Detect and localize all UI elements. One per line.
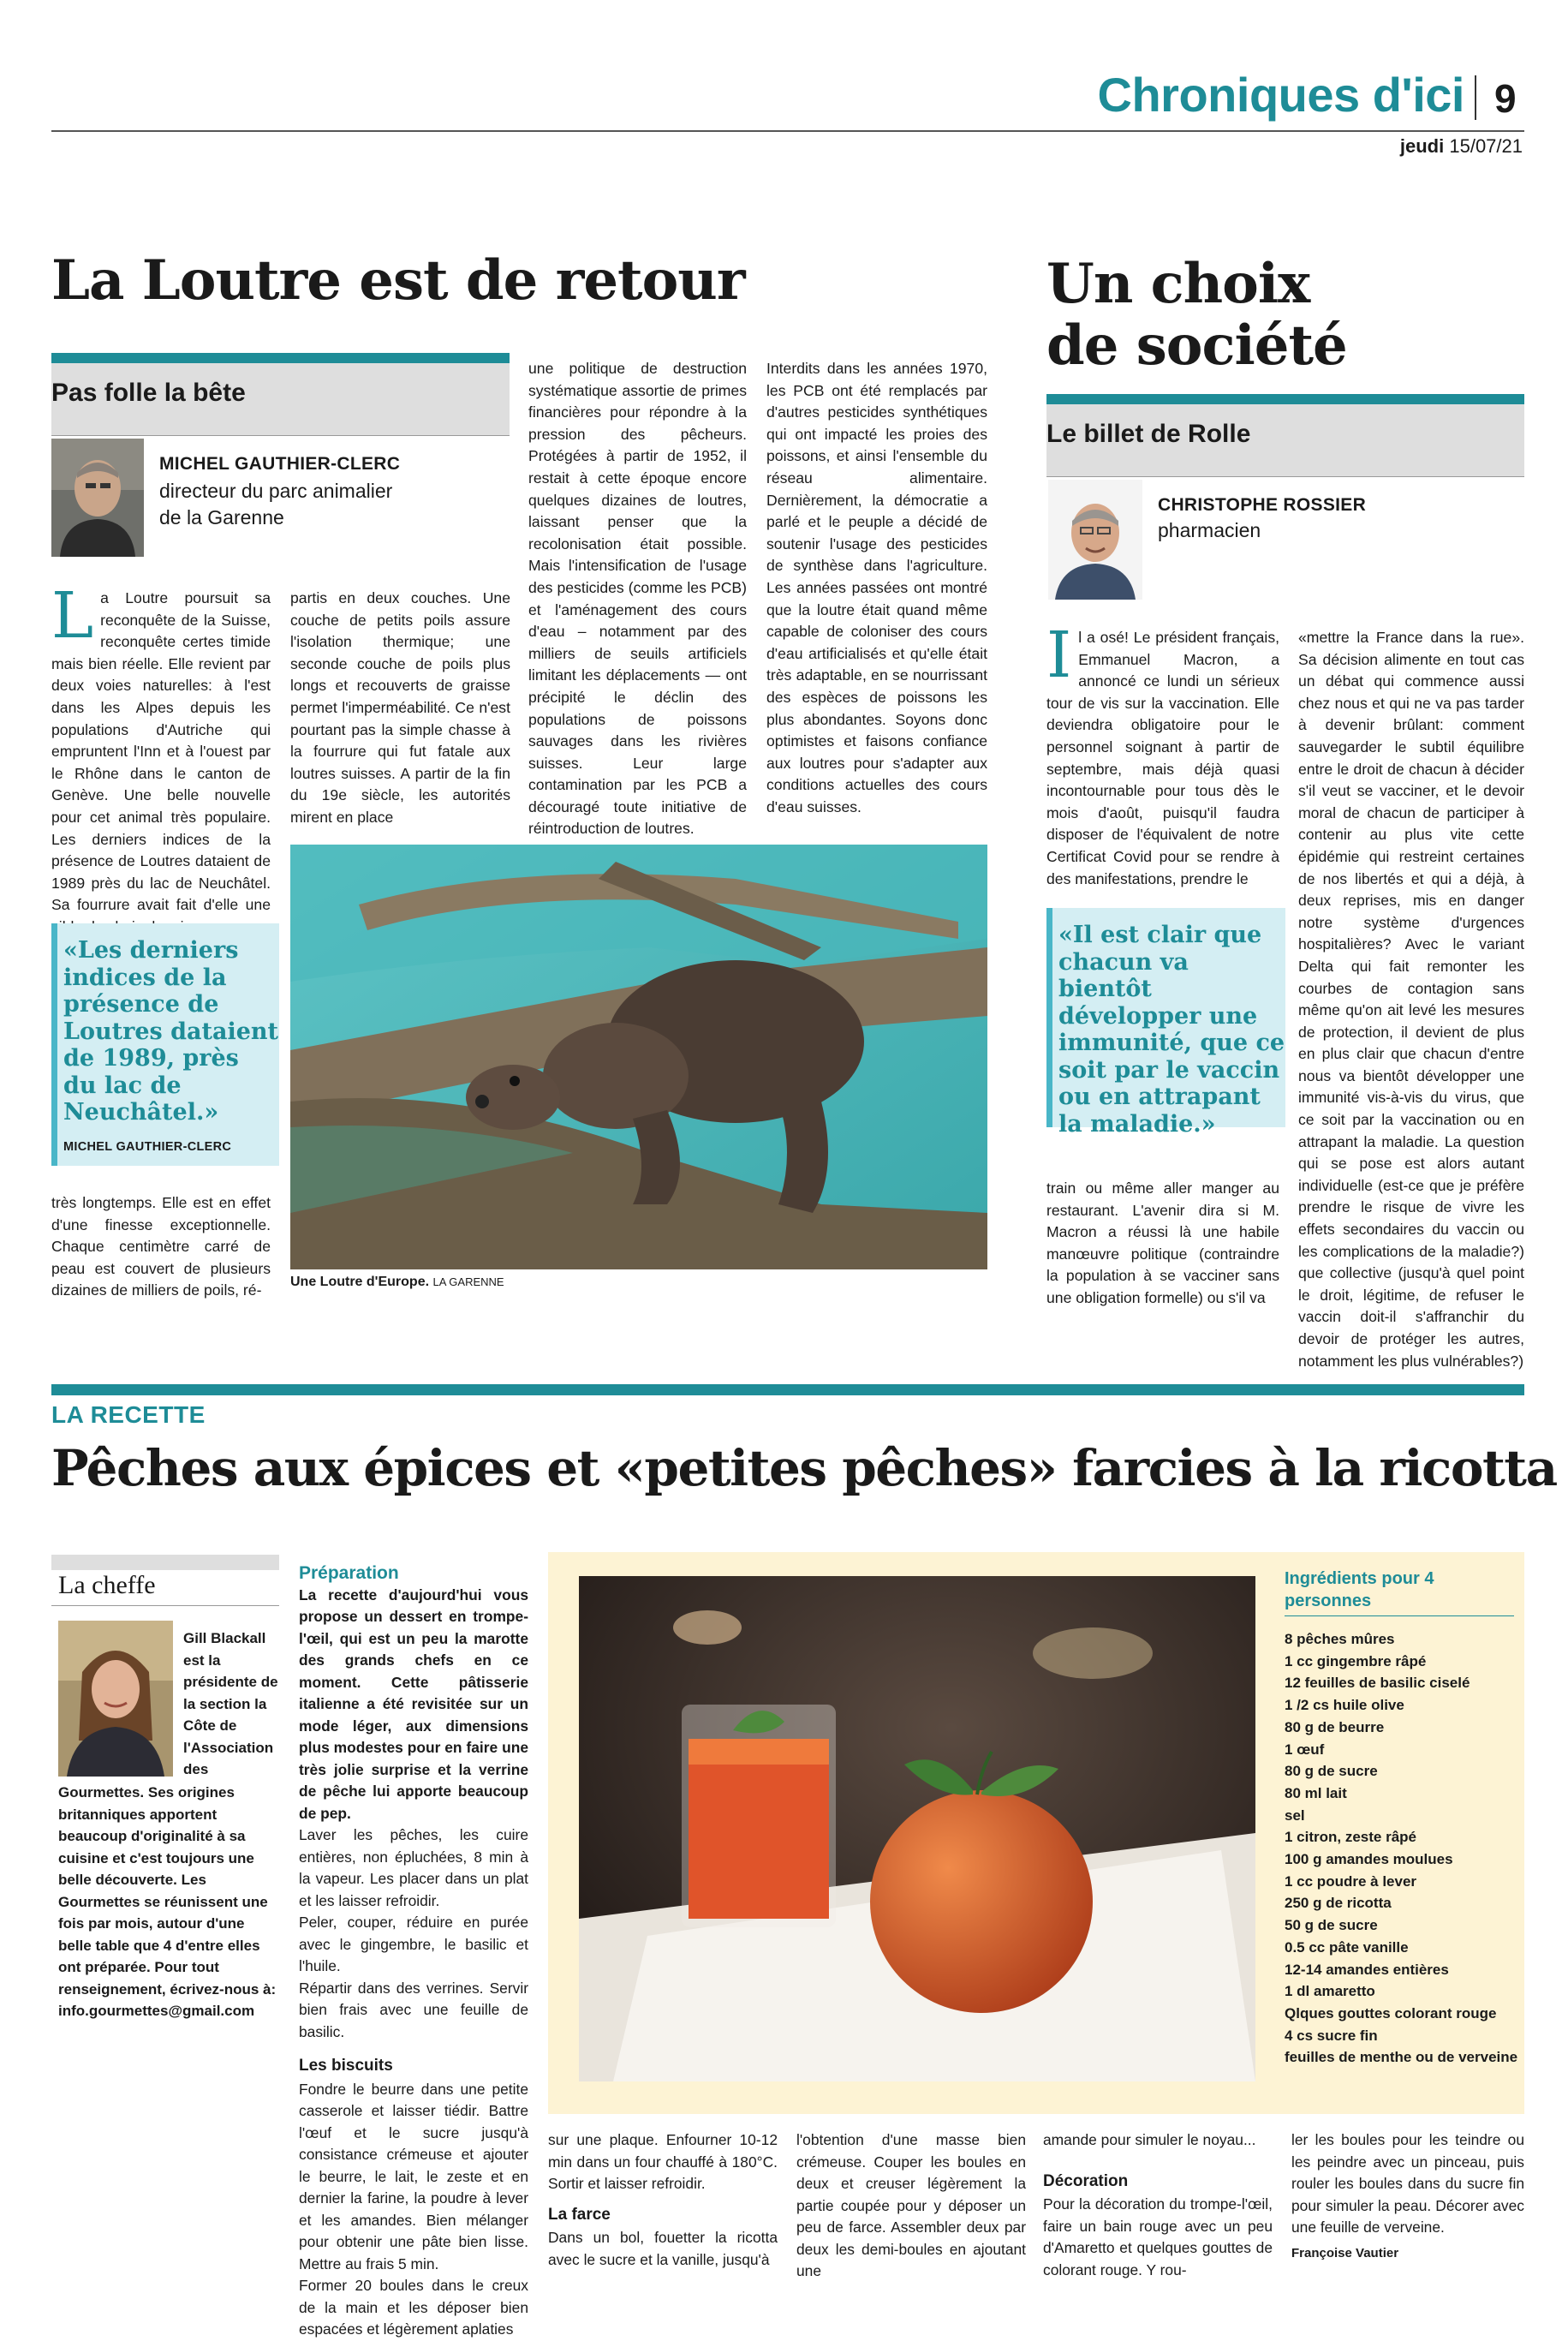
billet-author-name: CHRISTOPHE ROSSIER xyxy=(1158,495,1367,515)
billet-rubric xyxy=(1046,404,1524,476)
ingredient-item: 4 cs sucre fin xyxy=(1285,2027,1378,2044)
header-rule xyxy=(51,130,1524,132)
ingredient-item: 8 pêches mûres xyxy=(1285,1631,1395,1647)
billet-rubric-bar xyxy=(1046,394,1524,404)
loutre-col3: une politique de destruction systématique assortie de primes financières pour répondre à la pression des pêcheurs. Protégées à partir de 1952, il restait à cette époque encore quelques dizaines de loutres, laissant penser que la recolonisation était possible. Mais l'intensification de l'usage des pesticides (comme les PCB) et l'aménagement des cours d'eau – notamment par des milliers de seuils artificiels limitant les déplacements — ont précipité le déclin des populations de poissons sauvages dans les rivières suisses. Leur large contamination par les PCB a découragé toute initiative de réintroduction de loutres. xyxy=(528,360,747,838)
billet-title xyxy=(1046,254,1347,377)
recette-col-b: l'obtention d'une masse bien crémeuse. Couper les boules en deux et creuser légèrement la partie coupée pour y déposer un peu de farce. Assembler deux par deux les demi-boules en ajoutant une xyxy=(796,2131,1026,2279)
prep-p3: Répartir dans des verrines. Servir bien frais avec une feuille de basilic. xyxy=(299,1979,528,2040)
cheffe-bio-wide xyxy=(58,1782,279,2022)
ingredient-item: 250 g de ricotta xyxy=(1285,1895,1392,1912)
author-photo-rossier xyxy=(1048,480,1142,600)
prep-p1: Laver les pêches, les cuire entières, non épluchées, 8 min à la vapeur. Les placer dans un plat et les laisser refroidir. xyxy=(299,1826,528,1909)
loutre-col1-bottom: très longtemps. Elle est en effet d'une finesse exceptionnelle. Chaque centimètre carré de peau est couvert de plusieurs dizaines de milliers de poils, ré- xyxy=(51,1194,271,1299)
cheffe-label: La cheffe xyxy=(58,1571,156,1599)
billet-pull-quote xyxy=(1046,908,1285,1138)
otter-photo xyxy=(290,845,987,1269)
biscuits-p1: Fondre le beurre dans une petite casserole et laisser tiédir. Battre l'œuf et le sucre jusqu'à consistance crémeuse et ajouter le beurre, le lait, le zeste et en dernier la farine, la poudre à lever et les amandes. Bien mélanger pour obtenir une pâte bien lisse. Mettre au frais 5 min. xyxy=(299,2080,528,2272)
recette-prep-col xyxy=(299,1562,528,2341)
loutre-dropcap: L xyxy=(51,579,94,653)
billet-author-role: pharmacien xyxy=(1158,519,1261,541)
ingredient-item: 100 g amandes moulues xyxy=(1285,1851,1453,1868)
loutre-col1-top xyxy=(51,579,271,939)
recette-top-bar xyxy=(51,1384,1524,1395)
col-c-text: amande pour simuler le noyau... xyxy=(1043,2131,1256,2148)
loutre-quote-text: «Les derniers indices de la présence de Loutres dataient de 1989, près du lac de Neuchâtel.» xyxy=(63,937,278,1126)
billet-dropcap: I xyxy=(1046,618,1072,692)
ingredient-item: 1 œuf xyxy=(1285,1741,1325,1758)
loutre-quote-author: MICHEL GAUTHIER-CLERC xyxy=(63,1139,232,1154)
recette-kicker: LA RECETTE xyxy=(51,1401,206,1428)
billet-col1-bottom: train ou même aller manger au restaurant. L'avenir dira si M. Macron a réussi là une habile manœuvre politique (contraindre la population à se vacciner sans une obligation formelle) ou s'il va xyxy=(1046,1179,1279,1306)
issue-day: jeudi xyxy=(1399,135,1445,157)
loutre-pull-quote xyxy=(51,923,279,1166)
ingredient-item: 50 g de sucre xyxy=(1285,1917,1378,1934)
recette-title: Pêches aux épices et «petites pêches» farcies à la ricotta xyxy=(51,1439,1557,1497)
billet-title-line2: de société xyxy=(1046,314,1347,378)
loutre-rubric-label: Pas folle la bête xyxy=(51,379,246,407)
ingredient-item: sel xyxy=(1285,1807,1305,1824)
loutre-author-role: directeur du parc animalier de la Garenne xyxy=(159,480,393,529)
ingredients-title: Ingrédients pour 4 personnes xyxy=(1285,1569,1434,1610)
biscuits-title: Les biscuits xyxy=(299,2057,393,2075)
header-divider xyxy=(1475,75,1476,120)
ingredients-rule xyxy=(1285,1615,1514,1616)
dessert-photo xyxy=(579,1576,1255,2081)
cheffe-bio-text: Gourmettes. Ses origines britanniques apportent beaucoup d'originalité à sa cuisine et c'est toujours une belle découverte. Les Gourmettes se réunissent une fois par mois, autour d'une belle table que 4 d'entre elles ont préparée. Pour tout renseignement, écrivez-nous à: xyxy=(58,1784,277,1998)
ingredient-item: 1 citron, zeste râpé xyxy=(1285,1829,1417,1846)
ingredient-item: 80 g de sucre xyxy=(1285,1763,1378,1780)
loutre-title: La Loutre est de retour xyxy=(51,248,745,313)
recette-col-c xyxy=(1043,2129,1273,2281)
issue-date-value: 15/07/21 xyxy=(1449,135,1523,157)
prep-p2: Peler, couper, réduire en purée avec le gingembre, le basilic et l'huile. xyxy=(299,1914,528,1974)
loutre-author-name: MICHEL GAUTHIER-CLERC xyxy=(159,454,401,474)
issue-date xyxy=(1336,135,1523,158)
farce-title: La farce xyxy=(548,2205,611,2224)
billet-author-rule xyxy=(1046,476,1524,477)
cheffe-rule xyxy=(51,1605,279,1606)
ingredient-item: 1 /2 cs huile olive xyxy=(1285,1697,1404,1714)
biscuits-p2: Former 20 boules dans le creux de la main et les déposer bien espacées et légèrement aplaties xyxy=(299,2277,528,2338)
loutre-col2: partis en deux couches. Une couche de petits poils assure l'isolation thermique; une seconde couche de poils plus longs et recouverts de graisse permet l'imperméabilité. Ce n'est pourtant pas la simple chasse à la fourrure qui fut fatale aux loutres suisses. A partir de la fin du 19e siècle, les autorités mirent en place xyxy=(290,589,510,826)
ingredient-item: feuilles de menthe ou de verveine xyxy=(1285,2049,1518,2066)
loutre-rubric xyxy=(51,363,510,435)
ingredient-item: 12 feuilles de basilic ciselé xyxy=(1285,1675,1470,1692)
preparation-title: Préparation xyxy=(299,1563,399,1583)
otter-photo-credit: LA GARENNE xyxy=(432,1275,504,1288)
billet-col1-text: l a osé! Le président français, Emmanuel Macron, a annoncé ce lundi un sérieux tour de vis sur la vaccination. Elle deviendra obligatoire pour le personnel soignant à partir de septembre, mais déjà quasi incontournable pour tous dès le mois d'août, puisqu'il faudra disposer de l'équivalent de notre Certificat Covid pour se rendre à des manifestations, prendre le xyxy=(1046,629,1279,887)
recette-intro: La recette d'aujourd'hui vous propose un dessert en trompe-l'œil, qui est un peu la marotte des grands chefs en ce moment. Cette pâtisserie italienne a été revisitée sur un mode léger, aux dimensions plus modestes pour en faire une très jolie surprise et la verrine de pêche lui apporte beaucoup de pep. xyxy=(299,1586,528,1822)
col-d-text: ler les boules pour les teindre ou les peindre avec un pinceau, puis rouler les boules dans du sucre fin pour simuler la peau. Décorer avec une feuille de verveine. xyxy=(1291,2131,1524,2236)
ingredient-item: 80 ml lait xyxy=(1285,1784,1347,1801)
cheffe-photo xyxy=(58,1621,173,1777)
billet-col2: «mettre la France dans la rue». Sa décision alimente en tout cas un débat qui commence aussi chez nous et qui ne va pas tarder à devenir brûlant: comment sauvegarder le subtil équilibre entre le droit de chacun à décider s'il veut se vacciner, et le devoir moral de chacun de participer à contenir au plus vite cette épidémie qui restreint certaines de nos libertés et qui a déjà, à deux reprises, mis en danger notre système d'urgences hospitalières? Avec le variant Delta qui fait remonter les courbes de contagion sans même qu'on ait levé les mesures de protection, il devient de plus en plus clair que chacun d'entre nous va bientôt développer une immunité vis-à-vis du virus, que ce soit par la vaccination ou en attrapant la maladie. La question qui se pose est alors autant individuelle (est-ce que je préfère prendre le risque de vivre les effets secondaires du vaccin ou les complications de la maladie?) que collective (jusqu'à quel point le droit, légitime, de refuser le vaccin doit-il s'affranchir du devoir de protéger les autres, notamment les plus vulnérables?) xyxy=(1298,629,1524,1370)
otter-caption xyxy=(290,1275,504,1290)
loutre-col4: Interdits dans les années 1970, les PCB ont été remplacés par d'autres pesticides synthétiques qui ont impacté les proies des poissons, et ainsi l'ensemble du réseau alimentaire. Dernièrement, la démocratie a parlé et le peuple a décidé de soutenir l'usage des pesticides de synthèse dans l'agriculture. Les années passées ont montré que la loutre était quand même capable de coloniser des cours d'eau artificialisés et qu'elle était très adaptable, en se nourrissant des espèces de poissons les plus abondantes. Soyons donc optimistes et faisons confiance aux loutres pour s'adapter aux conditions actuelles des cours d'eau suisses. xyxy=(766,360,987,815)
cheffe-email[interactable]: info.gourmettes@gmail.com xyxy=(58,2003,255,2019)
farce-p1: Dans un bol, fouetter la ricotta avec le sucre et la vanille, jusqu'à xyxy=(548,2229,778,2268)
ingredient-item: 1 dl amaretto xyxy=(1285,1983,1375,2000)
loutre-col1-text: a Loutre poursuit sa reconquête de la Suisse, reconquête certes timide mais bien réelle. Elle revient par deux voies naturelles: à l'est dans les Alpes depuis les populations d'Autriche qui empruntent l'Inn et à l'ouest par le Rhône dans le canton de Genève. Une belle nouvelle pour cet animal très populaire. Les derniers indices de la présence de Loutres dataient de 1989 près du lac de Neuchâtel. Sa fourrure avait fait d'elle une xyxy=(51,589,271,914)
decoration-title: Décoration xyxy=(1043,2171,1129,2190)
ingredient-item: 12-14 amandes entières xyxy=(1285,1961,1449,1978)
recette-signature: Françoise Vautier xyxy=(1291,2245,1399,2260)
col-a-text: sur une plaque. Enfourner 10-12 min dans un four chauffé à 180°C. Sortir et laisser refroidir. xyxy=(548,2131,778,2192)
ingredient-item: 1 cc gingembre râpé xyxy=(1285,1652,1427,1669)
recette-col-d xyxy=(1291,2129,1524,2264)
cheffe-bar xyxy=(51,1555,279,1570)
ingredient-item: 80 g de beurre xyxy=(1285,1718,1385,1735)
billet-quote-text: «Il est clair que chacun va bientôt développer une immunité, que ce soit par le vaccin ou en attrapant la maladie.» xyxy=(1058,922,1285,1138)
author-photo-gauthier xyxy=(51,439,144,557)
page-number: 9 xyxy=(1494,76,1517,121)
billet-rubric-label: Le billet de Rolle xyxy=(1046,420,1251,448)
billet-col1-top xyxy=(1046,618,1279,890)
loutre-author-rule xyxy=(51,435,510,436)
loutre-rubric-bar xyxy=(51,353,510,363)
section-title: Chroniques d'ici xyxy=(1097,68,1464,122)
ingredient-item: Qlques gouttes colorant rouge xyxy=(1285,2004,1497,2022)
ingredients-list xyxy=(1285,1628,1524,2069)
ingredient-item: 0.5 cc pâte vanille xyxy=(1285,1938,1409,1956)
cheffe-bio-narrow: Gill Blackall est la présidente de la section la Côte de l'Association des xyxy=(183,1630,278,1777)
billet-title-line1: Un choix xyxy=(1046,252,1310,316)
ingredients-box xyxy=(1285,1568,1524,2069)
otter-caption-text: Une Loutre d'Europe. xyxy=(290,1275,430,1289)
recette-col-a xyxy=(548,2129,778,2271)
decoration-p1: Pour la décoration du trompe-l'œil, faire un bain rouge avec un peu d'Amaretto et quelques gouttes de colorant rouge. Y rou- xyxy=(1043,2195,1273,2278)
ingredient-item: 1 cc poudre à lever xyxy=(1285,1872,1417,1890)
